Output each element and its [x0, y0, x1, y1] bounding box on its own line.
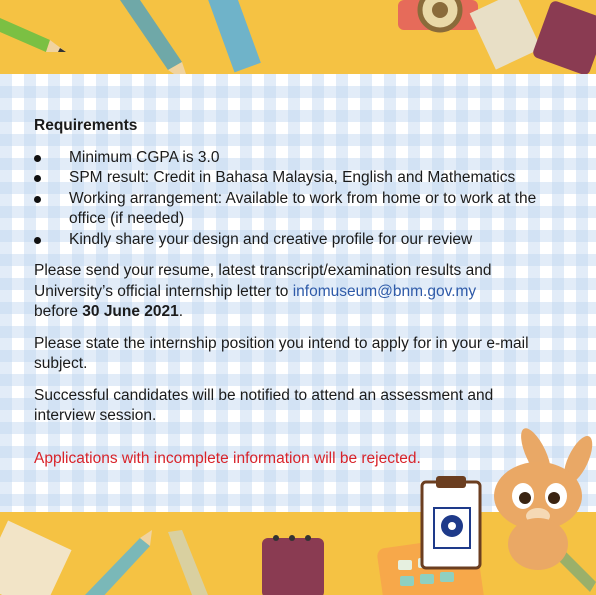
top-decor-band	[0, 0, 596, 74]
camera-icon	[398, 0, 478, 30]
before-text: before	[34, 303, 83, 320]
email-link[interactable]: infomuseum@bnm.gov.my	[292, 282, 477, 300]
period-text: .	[178, 303, 184, 320]
book-icon	[532, 0, 596, 74]
rejection-warning: Applications with incomplete information will be rejected.	[34, 449, 421, 467]
pencil-icon	[85, 530, 152, 595]
list-item	[34, 189, 574, 230]
requirements-heading: Requirements	[34, 117, 138, 134]
list-item	[34, 230, 574, 251]
pencil-icon	[168, 530, 208, 595]
requirements-list	[34, 148, 574, 251]
top-decor-illustrations	[0, 0, 596, 74]
tape-icon	[470, 0, 542, 70]
deadline-date: 30 June 2021	[82, 303, 179, 320]
list-item-text: Working arrangement: Available to work from home or to work at the office (if needed)	[69, 189, 537, 227]
sticky-notes-icon	[262, 535, 324, 595]
list-item	[34, 168, 574, 189]
list-item-text: Minimum CGPA is 3.0	[69, 148, 220, 166]
green-pencil-icon	[0, 18, 66, 52]
bullet-icon	[34, 237, 41, 244]
list-item-text: Kindly share your design and creative profile for our review	[69, 230, 473, 248]
notify-note: Successful candidates will be notified to attend an assessment and interview session.	[34, 386, 494, 424]
subject-note: Please state the internship position you intend to apply for in your e-mail subject.	[34, 334, 529, 372]
bullet-icon	[34, 196, 41, 203]
list-item	[34, 148, 574, 169]
pencil-icon	[120, 0, 186, 74]
send-instructions	[34, 261, 574, 323]
main-content	[34, 116, 574, 469]
ruler-icon	[207, 0, 261, 72]
list-item-text: SPM result: Credit in Bahasa Malaysia, English and Mathematics	[69, 169, 516, 186]
send-text: Please send your resume, latest transcript/examination results and University’s official internship letter to	[34, 262, 492, 300]
bullet-icon	[34, 175, 41, 182]
notebook-icon	[0, 520, 72, 595]
bullet-icon	[34, 155, 41, 162]
